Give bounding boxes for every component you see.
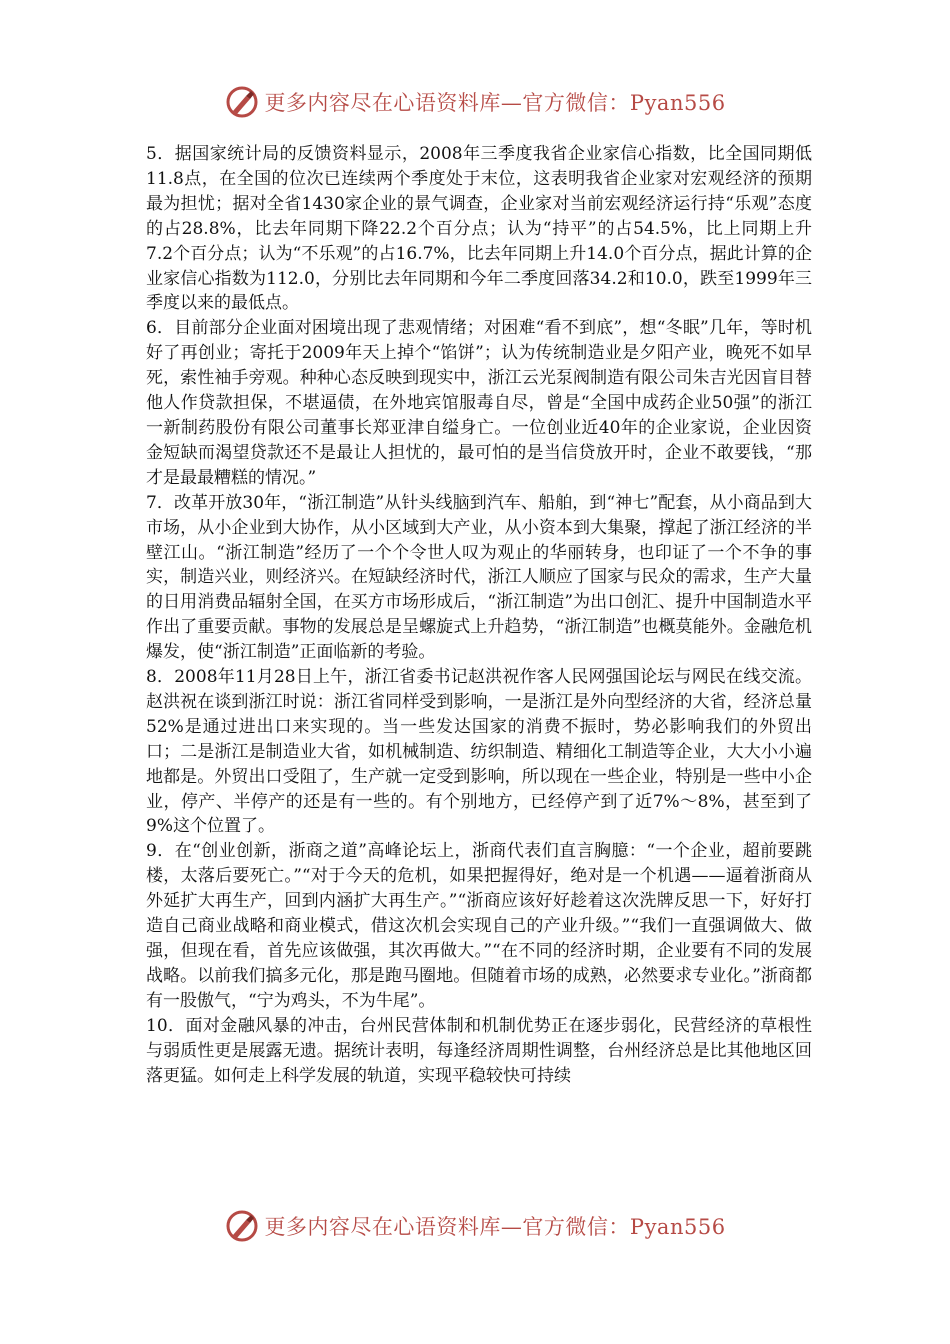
pen-logo-icon: [224, 1208, 260, 1244]
banner-text: 更多内容尽在心语资料库—官方微信：Pyan556: [264, 91, 726, 115]
paragraph-9: 9．在“创业创新，浙商之道”高峰论坛上，浙商代表们直言胸臆：“一个企业，超前要跳楼，太落后要死亡。”“对于今天的危机，如果把握得好，绝对是一个机遇——逼着浙商从外延扩大再生产，回到内涵扩大再生产。”“浙商应该好好趁着这次洗牌反思一下，好好打造自己商业战略和商业模式，借这次机会实现自己的产业升级。”“我们一直强调做大、做强，但现在看，首先应该做强，其次再做大。”“在不同的经济时期，企业要有不同的发展战略。以前我们搞多元化，那是跑马圈地。但随着市场的成熟，必然要求专业化。”浙商都有一股傲气，“宁为鸡头，不为牛尾”。: [146, 841, 812, 1011]
paragraph-5: 5．据国家统计局的反馈资料显示，2008年三季度我省企业家信心指数，比全国同期低11.8点，在全国的位次已连续两个季度处于末位，这表明我省企业家对宏观经济的预期最为担忧；据对全省1430家企业的景气调查，企业家对当前宏观经济运行持“乐观”态度的占28.8%，比去年同期下降22.2个百分点；认为“持平”的占54.5%，比上同期上升7.2个百分点；认为“不乐观”的占16.7%，比去年同期上升14.0个百分点，据此计算的企业家信心指数为112.0，分别比去年同期和今年二季度回落34.2和10.0，跌至1999年三季度以来的最低点。: [146, 144, 812, 314]
pen-logo-icon: [224, 84, 260, 120]
banner-text: 更多内容尽在心语资料库—官方微信：Pyan556: [264, 1215, 726, 1239]
paragraph-8: 8．2008年11月28日上午，浙江省委书记赵洪祝作客人民网强国论坛与网民在线交流。赵洪祝在谈到浙江时说：浙江省同样受到影响，一是浙江是外向型经济的大省，经济总量52%是通过进出口来实现的。当一些发达国家的消费不振时，势必影响我们的外贸出口；二是浙江是制造业大省，如机械制造、纺织制造、精细化工制造等企业，大大小小遍地都是。外贸出口受阻了，生产就一定受到影响，所以现在一些企业，特别是一些中小企业，停产、半停产的还是有一些的。有个别地方，已经停产到了近7%～8%，甚至到了9%这个位置了。: [146, 667, 812, 837]
paragraph-10: 10．面对金融风暴的冲击，台州民营体制和机制优势正在逐步弱化，民营经济的草根性与弱质性更是展露无遗。据统计表明，每逢经济周期性调整，台州经济总是比其他地区回落更猛。如何走上科学发展的轨道，实现平稳较快可持续: [146, 1015, 812, 1086]
header-banner: [0, 82, 950, 122]
footer-banner: [0, 1206, 950, 1246]
document-body: [146, 142, 812, 1088]
paragraph-6: 6．目前部分企业面对困境出现了悲观情绪；对困难“看不到底”，想“冬眠”几年，等时机好了再创业；寄托于2009年天上掉个“馅饼”；认为传统制造业是夕阳产业，晚死不如早死，索性袖手旁观。种种心态反映到现实中，浙江云光泵阀制造有限公司朱吉光因盲目替他人作贷款担保，不堪逼债，在外地宾馆服毒自尽，曾是“全国中成药企业50强”的浙江一新制药股份有限公司董事长郑亚津自缢身亡。一位创业近40年的企业家说，企业因资金短缺而渴望贷款还不是最让人担忧的，最可怕的是当信贷放开时，企业不敢要钱，“那才是最最糟糕的情况。”: [146, 318, 812, 488]
paragraph-7: 7．改革开放30年，“浙江制造”从针头线脑到汽车、船舶，到“神七”配套，从小商品到大市场，从小企业到大协作，从小区域到大产业，从小资本到大集聚，撑起了浙江经济的半壁江山。“浙江制造”经历了一个个令世人叹为观止的华丽转身，也印证了一个不争的事实，制造兴业，则经济兴。在短缺经济时代，浙江人顺应了国家与民众的需求，生产大量的日用消费品辐射全国，在买方市场形成后，“浙江制造”为出口创汇、提升中国制造水平作出了重要贡献。事物的发展总是呈螺旋式上升趋势，“浙江制造”也概莫能外。金融危机爆发，使“浙江制造”正面临新的考验。: [146, 492, 812, 663]
